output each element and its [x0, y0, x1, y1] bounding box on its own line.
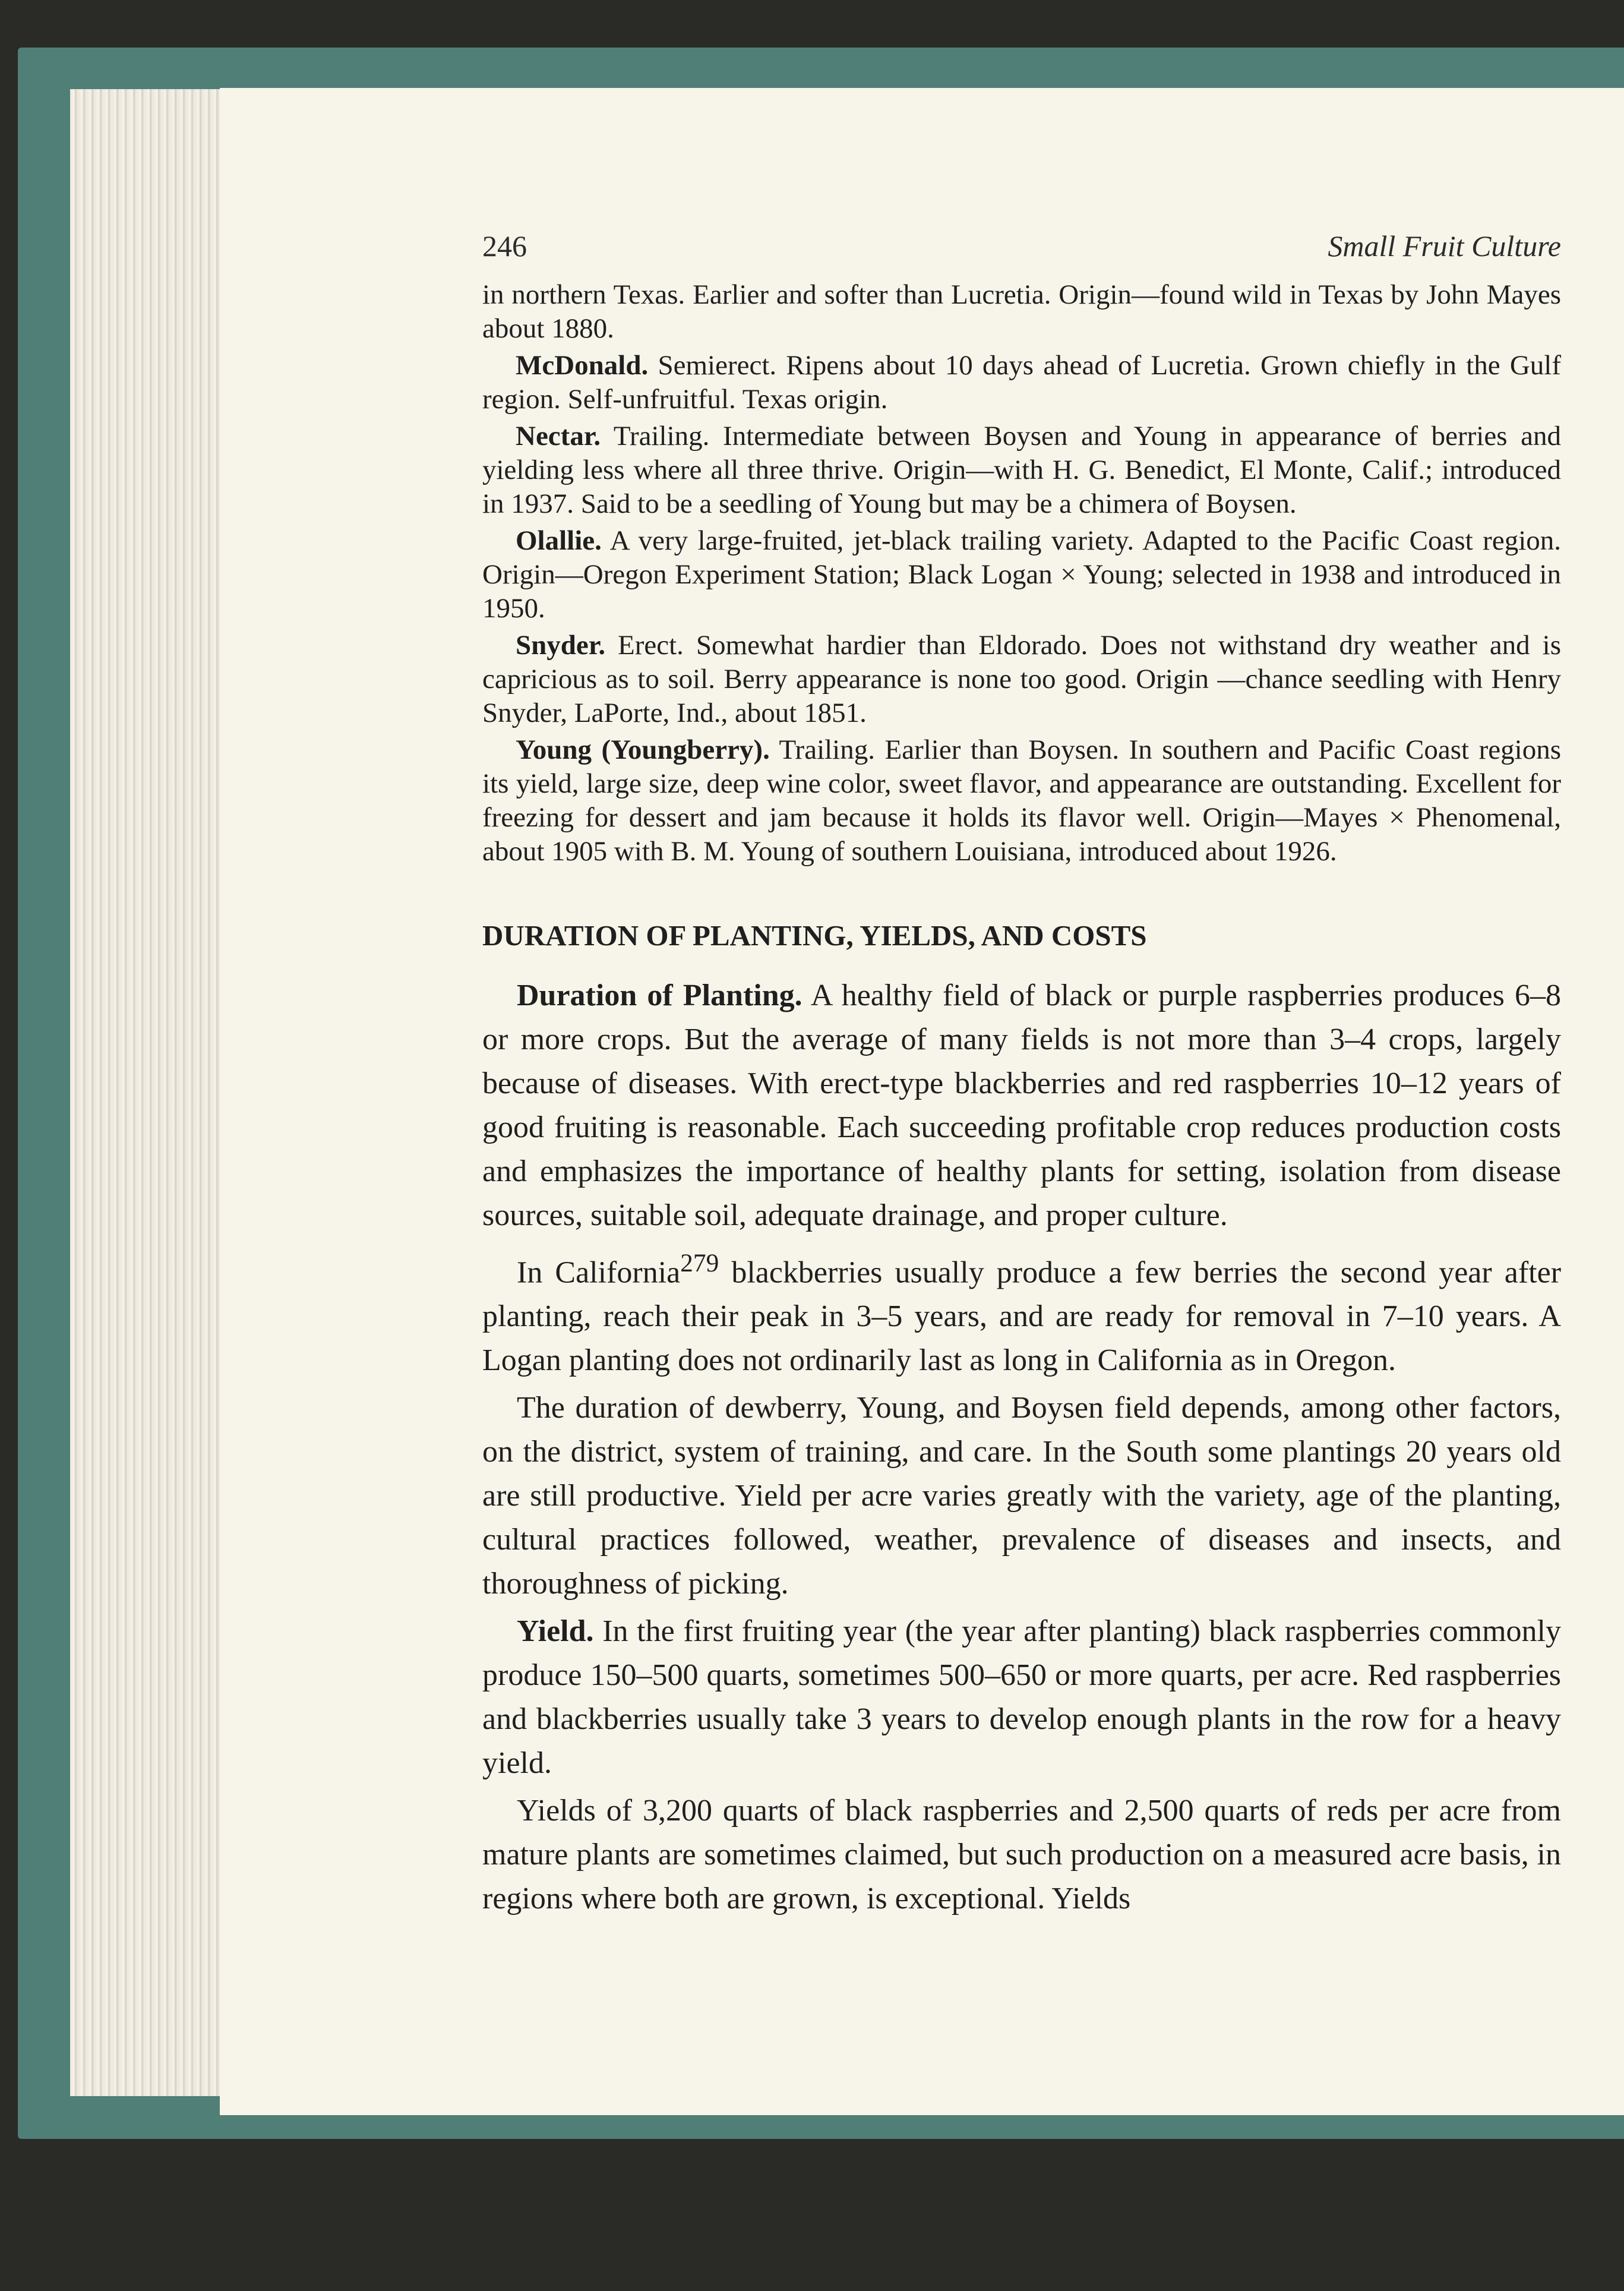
variety-entry: McDonald. Semierect. Ripens about 10 days ahead of Lucretia. Grown chiefly in the Gulf region. Self-unfruitful. Texas origin.	[482, 350, 1561, 415]
variety-entry: Nectar. Trailing. Intermediate between Boysen and Young in appearance of berries and yielding less where all three thrive. Origin—with H. G. Benedict, El Monte, Calif.; introduced in 1937. Said to be a seedling of Young but may be a chimera of Boysen.	[482, 421, 1561, 519]
paragraph: In California$^{279}$ blackberries usually produce a few berries the second year after planting, reach their peak in 3–5 years, and are ready for removal in 7–10 years. A Logan planting does not ordinarily last as long in California as in Oregon.	[482, 1249, 1562, 1378]
page-number: 246	[482, 229, 527, 263]
footnote-ref: 279	[680, 1249, 719, 1277]
section-body	[482, 974, 1561, 1921]
paragraph-lead: Yield.	[517, 1614, 594, 1649]
variety-name: Young (Youngberry).	[516, 734, 770, 765]
variety-entry: in northern Texas. Earlier and softer than Lucretia. Origin—found wild in Texas by John Mayes about 1880.	[482, 279, 1561, 344]
running-title: Small Fruit Culture	[1328, 229, 1561, 263]
variety-name: Olallie.	[516, 525, 602, 556]
paragraph: Duration of Planting. A healthy field of black or purple raspberries produces 6–8 or more crops. But the average of many fields is not more than 3–4 crops, largely because of diseases. With erect-type blackberries and red raspberries 10–12 years of good fruiting is reasonable. Each succeeding profitable crop reduces production costs and emphasizes the importance of healthy plants for setting, isolation from disease sources, suitable soil, adequate drainage, and proper culture.	[482, 979, 1561, 1232]
variety-entries	[482, 278, 1561, 869]
variety-entry: Young (Youngberry). Trailing. Earlier than Boysen. In southern and Pacific Coast regions its yield, large size, deep wine color, sweet flavor, and appearance are outstanding. Excellent for freezing for dessert and jam because it holds its flavor well. Origin—Mayes × Phenomenal, about 1905 with B. M. Young of southern Louisiana, introduced about 1926.	[482, 734, 1562, 867]
paragraph: The duration of dewberry, Young, and Boysen field depends, among other factors, on the district, system of training, and care. In the South some plantings 20 years old are still productive. Yield per acre varies greatly with the variety, age of the planting, cultural practices followed, weather, prevalence of diseases and insects, and thoroughness of picking.	[482, 1391, 1561, 1601]
paragraph: Yield. In the first fruiting year (the year after planting) black raspberries commonly produce 150–500 quarts, sometimes 500–650 or more quarts, per acre. Red raspberries and blackberries usually take 3 years to develop enough plants in the row for a heavy yield.	[482, 1614, 1561, 1781]
paragraph-lead: Duration of Planting.	[517, 979, 802, 1012]
variety-name: McDonald.	[516, 350, 649, 381]
section-heading: DURATION OF PLANTING, YIELDS, AND COSTS	[482, 919, 1147, 952]
variety-name: Snyder.	[516, 630, 606, 661]
running-head	[482, 229, 1561, 264]
page-edges	[70, 89, 236, 2096]
paragraph: Yields of 3,200 quarts of black raspberries and 2,500 quarts of reds per acre from mature plants are sometimes claimed, but such production on a measured acre basis, in regions where both are grown, is exceptional. Yields	[482, 1794, 1561, 1916]
variety-entry: Olallie. A very large-fruited, jet-black trailing variety. Adapted to the Pacific Coast region. Origin—Oregon Experiment Station; Black Logan × Young; selected in 1938 and introduced in 1950.	[482, 525, 1561, 624]
variety-name: Nectar.	[516, 421, 601, 452]
text-block	[482, 278, 1561, 1924]
variety-entry: Snyder. Erect. Somewhat hardier than Eldorado. Does not withstand dry weather and is capricious as to soil. Berry appearance is none too good. Origin —chance seedling with Henry Snyder, LaPorte, Ind., about 1851.	[482, 630, 1561, 728]
